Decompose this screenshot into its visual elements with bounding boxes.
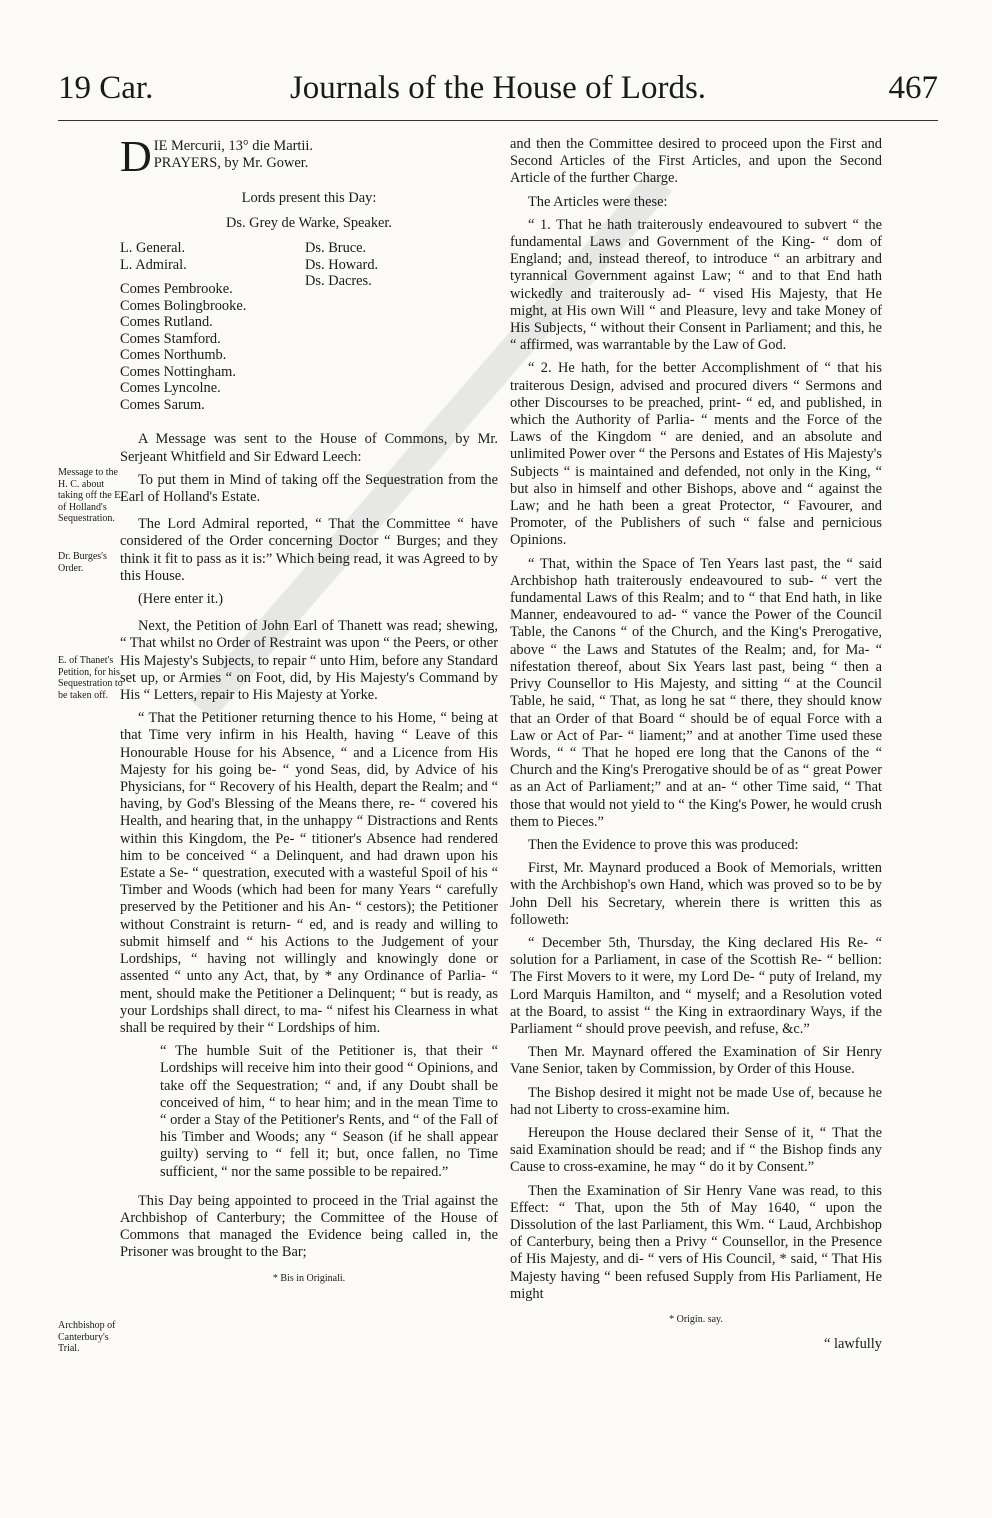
drop-cap: D bbox=[120, 138, 152, 176]
message-paragraph-2: To put them in Mind of taking off the Sequestration from the Earl of Holland's Estate. bbox=[120, 471, 498, 506]
trial-paragraph: This Day being appointed to proceed in the Trial against the Archbishop of Canterbury; the Committee of the House of Commons that managed the Evidence being called in, the Prisoner was brought to the Bar; bbox=[120, 1192, 498, 1261]
bishop-objection: The Bishop desired it might not be made Use of, because he had not Liberty to cross-examine him. bbox=[510, 1084, 882, 1118]
article-1: “ 1. That he hath traiterously endeavoured to subvert “ the fundamental Laws and Government of the King- “ dom of England; and, instead thereof, to introduce “ an arbitrary and tyrannical Government against Law; “ and to that End hath wickedly and traiterously ad- “ vised His Majesty, that He might, at His own Will “ and Pleasure, levy and take Money of His Subjects, “ without their Consent in Parliament; and this, he “ affirmed, was warrantable by the Law of God. bbox=[510, 216, 882, 354]
lord-entry: Comes Stamford. bbox=[120, 330, 221, 347]
lord-entry: Ds. Dacres. bbox=[305, 273, 372, 290]
catchword: “ lawfully bbox=[824, 1336, 882, 1353]
thanet-petition: “ That the Petitioner returning thence to his Home, “ being at that Time very infirm in his Health, having “ Leave of this Honourable House for his Absence, “ and a Licence from His Majesty for his going be- “ yond Seas, did, by Advice of his Physicians, for “ Recovery of his Health, depart the Realm; and “ having, by God's Blessing of the Means there, re- “ covered his Health, and hearing that, in the unhappy “ Distractions and Rents within this Kingdom, the Pe- “ titioner's Absence had rendered him to be conceived “ a Delinquent, and had drawn upon his Estate a Se- “ questration, executed with a wasteful Spoil of his “ Timber and Woods (which had been for many Years “ carefully preserved by the Petitioner and his An- “ cestors); the Petitioner without Constraint is return- “ ed, and is ready and willing to submit himself and “ his Actions to the Judgement of your Lordships, “ having not willingly and knowingly done or assented “ unto any Act, that, by * any Ordinance of Parlia- “ ment, should make the Petitioner a Delinquent; “ but is ready, as your Lordships shall direct, to ma- “ nifest his Clearness in what shall be required by their “ Lordships of him. bbox=[120, 710, 498, 1036]
footnote-left: * Bis in Originali. bbox=[272, 1272, 346, 1284]
lords-column-2 bbox=[305, 240, 485, 413]
speaker-line: Ds. Grey de Warke, Speaker. bbox=[225, 215, 392, 232]
right-column bbox=[510, 136, 882, 1353]
lords-present-heading: Lords present this Day: bbox=[241, 190, 377, 206]
lord-entry: Comes Lyncolne. bbox=[120, 380, 221, 397]
lords-column-1 bbox=[120, 240, 305, 413]
thanet-suit: “ The humble Suit of the Petitioner is, that their “ Lordships will receive him into their good “ Opinions, and take off the Sequestration; “ and, if any Doubt shall be conceived of him, “ to hear him; and in the mean Time to “ order a Stay of the Petitioner's Rents, and “ of the Fall of his Timber and Woods; any “ Season (if he shall appear guilty) serving to “ fell it; but, once fallen, no Time sufficient, “ nor the same possible to be repaired.” bbox=[160, 1043, 498, 1180]
thanet-paragraph: Next, the Petition of John Earl of Thanett was read; shewing, “ That whilst no Order of Restraint was upon “ the Peers, or other His Majesty's Subjects, to repair “ unto Him, before any Standard set up, or Armies “ on Foot, did, by His Majesty's Command by His “ Letters, repair to His Majesty at Yorke. bbox=[120, 618, 498, 704]
lord-entry: L. Admiral. bbox=[120, 256, 187, 273]
vane-examination-offer: Then Mr. Maynard offered the Examination of Sir Henry Vane Senior, taken by Commission, by Order of this House. bbox=[510, 1044, 882, 1078]
journal-title: Journals of the House of Lords. bbox=[289, 70, 707, 106]
house-resolution: Hereupon the House declared their Sense of it, “ That the said Examination should be read; and if “ the Bishop finds any Cause to cross-examine, he may “ do it by Consent.” bbox=[510, 1124, 882, 1176]
footnote-right: * Origin. say. bbox=[669, 1314, 723, 1325]
lord-entry: Comes Sarum. bbox=[120, 396, 205, 413]
lord-entry: Ds. Bruce. bbox=[305, 240, 367, 257]
lord-entry: Comes Nottingham. bbox=[120, 363, 236, 380]
further-charge: “ That, within the Space of Ten Years last past, the “ said Archbishop hath traiterously endeavoured to sub- “ vert the fundamental Laws of this Realm; and to “ that End hath, in like Manner, endeavoured to ad- “ vance the Power of the Council Table, the Canons “ of the Church, and the King's Prerogative, above “ the Laws and Statutes of the Realm; and, for Ma- “ nifestation thereof, about Six Years last past, being “ then a Privy Counsellor to His Majesty, and sitting “ at the Council Table, he said, “ That, as long he sat “ there, they should know that an Order of that Board “ should be of equal Force with a Law or Act of Par- “ liament;” and at another Time used these Words, “ “ That he hoped ere long that the Canons of the “ Church and the King's Prerogative should be of as “ great Power as an Act of Parliament;” and at an- “ other Time said, “ That those that would not yield to “ the King's Power, he would crush them to Pieces.” bbox=[510, 555, 882, 830]
evidence-heading: Then the Evidence to prove this was produced: bbox=[528, 836, 799, 853]
lord-entry: Comes Pembrooke. bbox=[120, 281, 233, 298]
left-column bbox=[120, 138, 498, 1295]
memorials-paragraph: First, Mr. Maynard produced a Book of Memorials, written with the Archbishop's own Hand, which was proved so to be by John Dell his Secretary, wherein there is written this as followeth: bbox=[510, 860, 882, 928]
margin-note-message: Message to the H. C. about taking off the E. of Holland's Sequestration. bbox=[58, 467, 123, 524]
message-paragraph: A Message was sent to the House of Commons, by Mr. Serjeant Whitfield and Sir Edward Leech: bbox=[120, 431, 498, 465]
committee-paragraph: and then the Committee desired to proceed upon the First and Second Articles of the First Articles, and upon the Second Article of the further Charge. bbox=[510, 136, 882, 187]
date-line bbox=[120, 138, 498, 176]
prayers-line: PRAYERS, by Mr. Gower. bbox=[153, 155, 309, 172]
margin-note-burges: Dr. Burges's Order. bbox=[58, 551, 107, 574]
articles-heading: The Articles were these: bbox=[528, 193, 668, 210]
page-number: 467 bbox=[888, 70, 938, 106]
lord-entry: Comes Bolingbrooke. bbox=[120, 297, 247, 314]
burges-note: (Here enter it.) bbox=[138, 591, 224, 608]
article-2: “ 2. He hath, for the better Accomplishment of “ that his traiterous Design, advised and procured divers “ Sermons and other Discourses to be preached, print- “ ed, and published, in which the Authority of Parlia- “ ments and the Force of the Laws of the Kingdom “ are denied, and an absolute and unlimited Power over “ the Persons and Estates of His Majesty's Subjects “ is maintained and defended, not only in the King, “ but also in himself and other Bishops, above and “ against the Law; and he hath been a great Protector, “ Favourer, and Promoter, of the Publishers of such “ false and pernicious Opinions. bbox=[510, 360, 882, 549]
lord-entry: Comes Northumb. bbox=[120, 347, 227, 364]
lords-list bbox=[120, 240, 498, 413]
date-text: IE Mercurii, 13° die Martii. bbox=[153, 138, 313, 154]
burges-paragraph: The Lord Admiral reported, “ That the Committee “ have considered of the Order concerning Doctor “ Burges; and they think it fit to pass as it is:” Which being read, it was Agreed to by this House. bbox=[120, 516, 498, 584]
lord-entry: Ds. Howard. bbox=[305, 256, 379, 273]
memorial-quote: “ December 5th, Thursday, the King declared His Re- “ solution for a Parliament, in case of the Scottish Re- “ bellion: The First Movers to it were, my Lord De- “ puty of Ireland, my Lord Marquis Hamilton, and “ myself; and a Resolution voted at the Board, to assist “ the King in extraordinary Ways, if the Parliament “ should prove peevish, and refuse, &c.” bbox=[510, 934, 882, 1037]
header-rule bbox=[58, 120, 938, 121]
lord-entry: L. General. bbox=[120, 240, 186, 257]
regnal-year: 19 Car. bbox=[58, 70, 154, 106]
vane-examination: Then the Examination of Sir Henry Vane was read, to this Effect: “ That, upon the 5th of May 1640, “ upon the Dissolution of the last Parliament, this Wm. “ Laud, Archbishop of Canterbury, being then a Privy “ Counsellor, in the Presence of His Majesty, and di- “ vers of His Council, * said, “ That His Majesty having “ been refused Supply from His Parliament, He might bbox=[510, 1182, 882, 1302]
lord-entry: Comes Rutland. bbox=[120, 314, 213, 331]
lord-entry bbox=[120, 273, 305, 281]
running-header bbox=[58, 70, 938, 120]
margin-note-trial: Archbishop of Canterbury's Trial. bbox=[58, 1320, 116, 1354]
margin-note-thanet: E. of Thanet's Petition, for his Sequestration to be taken off. bbox=[58, 655, 123, 701]
